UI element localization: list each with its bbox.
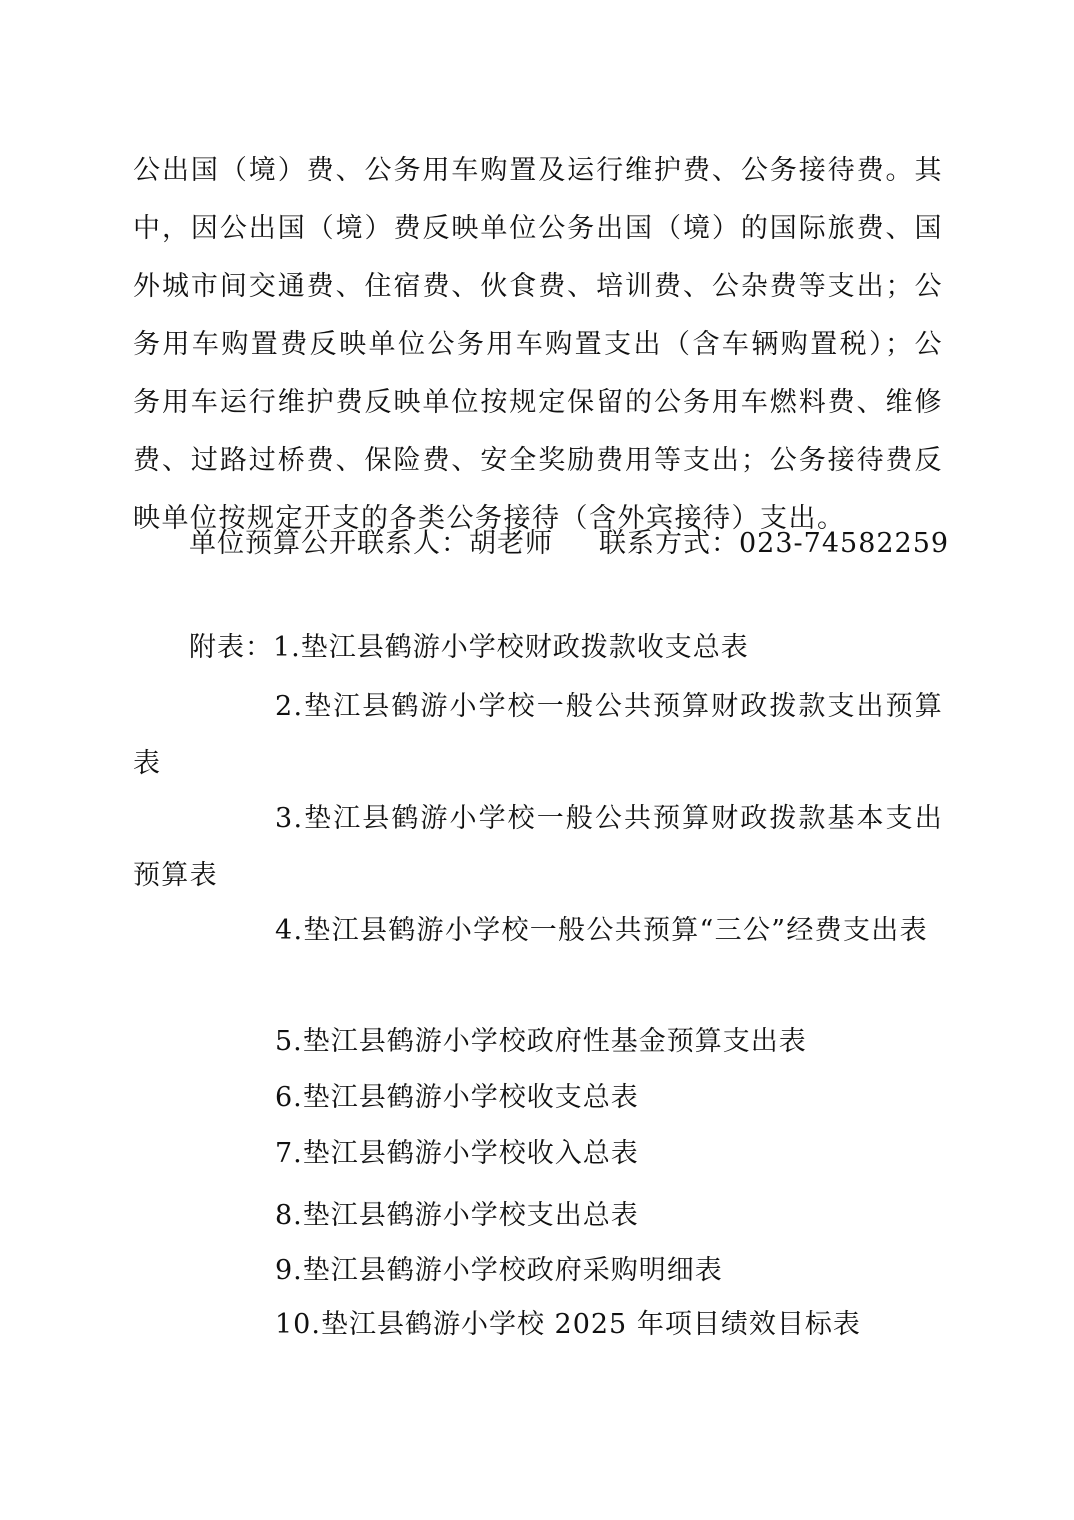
attachment-item-9: 9.垫江县鹤游小学校政府采购明细表 [275, 1255, 723, 1286]
attachment-item-10: 10.垫江县鹤游小学校 2025 年项目绩效目标表 [275, 1309, 861, 1340]
attachment-item-6: 6.垫江县鹤游小学校收支总表 [275, 1082, 639, 1113]
attachment-item-4: 4.垫江县鹤游小学校一般公共预算“三公”经费支出表 [275, 915, 928, 946]
contact-line [189, 520, 949, 568]
contact-person: 单位预算公开联系人：胡老师 [189, 528, 553, 559]
attachment-item-5: 5.垫江县鹤游小学校政府性基金预算支出表 [275, 1026, 807, 1057]
attachment-list-heading [189, 624, 999, 672]
attachment-item-7: 7.垫江县鹤游小学校收入总表 [275, 1138, 639, 1169]
attachment-item-2: 2.垫江县鹤游小学校一般公共预算财政拨款支出预算表 [133, 691, 943, 779]
attachment-item-1: 1.垫江县鹤游小学校财政拨款收支总表 [273, 632, 749, 663]
attachments-label: 附表： [189, 632, 273, 663]
contact-method: 联系方式：023-74582259 [599, 528, 950, 559]
expense-explanation-paragraph: 公出国（境）费、公务用车购置及运行维护费、公务接待费。其中，因公出国（境）费反映单位公务出国（境）的国际旅费、国外城市间交通费、住宿费、伙食费、培训费、公杂费等支出；公务用车购置费反映单位公务用车购置支出（含车辆购置税）；公务用车运行维护费反映单位按规定保留的公务用车燃料费、维修费、过路过桥费、保险费、安全奖励费用等支出；公务接待费反映单位按规定开支的各类公务接待（含外宾接待）支出。 [133, 155, 943, 534]
attachment-item-3: 3.垫江县鹤游小学校一般公共预算财政拨款基本支出预算表 [133, 803, 943, 891]
attachment-item-8: 8.垫江县鹤游小学校支出总表 [275, 1200, 639, 1231]
